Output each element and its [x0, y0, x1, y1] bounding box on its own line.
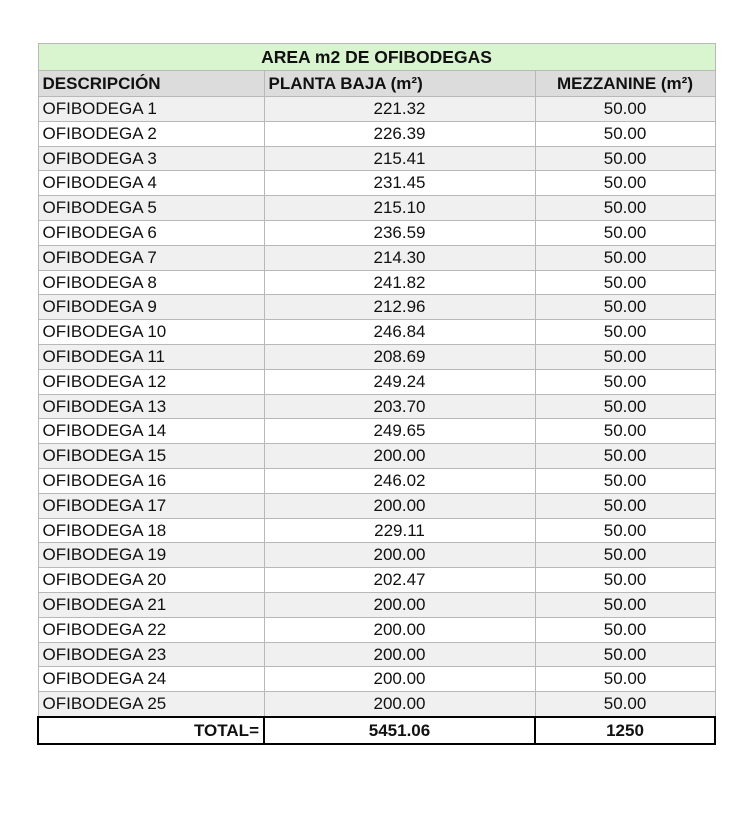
- cell-mezzanine: 50.00: [535, 270, 715, 295]
- cell-planta-baja: 229.11: [264, 518, 535, 543]
- cell-mezzanine: 50.00: [535, 592, 715, 617]
- cell-descripcion: OFIBODEGA 10: [38, 320, 264, 345]
- cell-planta-baja: 215.41: [264, 146, 535, 171]
- cell-planta-baja: 236.59: [264, 220, 535, 245]
- cell-descripcion: OFIBODEGA 23: [38, 642, 264, 667]
- table-row: [38, 369, 715, 394]
- cell-planta-baja: 215.10: [264, 196, 535, 221]
- cell-planta-baja: 200.00: [264, 642, 535, 667]
- cell-descripcion: OFIBODEGA 2: [38, 121, 264, 146]
- table-row: [38, 146, 715, 171]
- cell-mezzanine: 50.00: [535, 692, 715, 717]
- table-row: [38, 568, 715, 593]
- cell-descripcion: OFIBODEGA 25: [38, 692, 264, 717]
- table-row: [38, 121, 715, 146]
- cell-planta-baja: 203.70: [264, 394, 535, 419]
- cell-planta-baja: 208.69: [264, 344, 535, 369]
- cell-mezzanine: 50.00: [535, 419, 715, 444]
- cell-planta-baja: 221.32: [264, 97, 535, 122]
- table-row: [38, 543, 715, 568]
- cell-planta-baja: 246.84: [264, 320, 535, 345]
- total-label: TOTAL=: [38, 717, 264, 744]
- cell-planta-baja: 231.45: [264, 171, 535, 196]
- total-planta-baja: 5451.06: [264, 717, 535, 744]
- cell-descripcion: OFIBODEGA 13: [38, 394, 264, 419]
- cell-mezzanine: 50.00: [535, 444, 715, 469]
- table-header-row: [38, 71, 715, 97]
- cell-descripcion: OFIBODEGA 4: [38, 171, 264, 196]
- cell-descripcion: OFIBODEGA 6: [38, 220, 264, 245]
- cell-planta-baja: 200.00: [264, 667, 535, 692]
- cell-planta-baja: 200.00: [264, 493, 535, 518]
- table-row: [38, 592, 715, 617]
- header-descripcion: DESCRIPCIÓN: [38, 71, 264, 97]
- table-row: [38, 518, 715, 543]
- cell-descripcion: OFIBODEGA 22: [38, 617, 264, 642]
- cell-planta-baja: 200.00: [264, 617, 535, 642]
- cell-mezzanine: 50.00: [535, 97, 715, 122]
- cell-mezzanine: 50.00: [535, 518, 715, 543]
- area-table-sheet: [37, 43, 714, 745]
- cell-mezzanine: 50.00: [535, 543, 715, 568]
- table-body: [38, 97, 715, 717]
- cell-planta-baja: 226.39: [264, 121, 535, 146]
- cell-planta-baja: 200.00: [264, 543, 535, 568]
- cell-mezzanine: 50.00: [535, 295, 715, 320]
- cell-descripcion: OFIBODEGA 20: [38, 568, 264, 593]
- cell-descripcion: OFIBODEGA 8: [38, 270, 264, 295]
- table-row: [38, 295, 715, 320]
- table-row: [38, 617, 715, 642]
- cell-descripcion: OFIBODEGA 18: [38, 518, 264, 543]
- cell-descripcion: OFIBODEGA 11: [38, 344, 264, 369]
- table-title-row: [38, 44, 715, 71]
- table-row: [38, 220, 715, 245]
- cell-descripcion: OFIBODEGA 14: [38, 419, 264, 444]
- table-row: [38, 493, 715, 518]
- table-title: AREA m2 DE OFIBODEGAS: [38, 44, 715, 71]
- cell-planta-baja: 212.96: [264, 295, 535, 320]
- cell-descripcion: OFIBODEGA 3: [38, 146, 264, 171]
- cell-descripcion: OFIBODEGA 17: [38, 493, 264, 518]
- cell-descripcion: OFIBODEGA 16: [38, 468, 264, 493]
- cell-mezzanine: 50.00: [535, 245, 715, 270]
- cell-mezzanine: 50.00: [535, 394, 715, 419]
- cell-planta-baja: 249.24: [264, 369, 535, 394]
- header-mezzanine: MEZZANINE (m²): [535, 71, 715, 97]
- cell-descripcion: OFIBODEGA 9: [38, 295, 264, 320]
- cell-descripcion: OFIBODEGA 15: [38, 444, 264, 469]
- cell-mezzanine: 50.00: [535, 667, 715, 692]
- cell-planta-baja: 200.00: [264, 444, 535, 469]
- table-row: [38, 444, 715, 469]
- cell-mezzanine: 50.00: [535, 344, 715, 369]
- cell-mezzanine: 50.00: [535, 196, 715, 221]
- table-row: [38, 97, 715, 122]
- cell-mezzanine: 50.00: [535, 121, 715, 146]
- table-row: [38, 344, 715, 369]
- area-table: [37, 43, 716, 745]
- table-row: [38, 642, 715, 667]
- cell-mezzanine: 50.00: [535, 617, 715, 642]
- table-row: [38, 667, 715, 692]
- table-row: [38, 692, 715, 717]
- cell-descripcion: OFIBODEGA 24: [38, 667, 264, 692]
- table-row: [38, 171, 715, 196]
- cell-mezzanine: 50.00: [535, 220, 715, 245]
- cell-descripcion: OFIBODEGA 1: [38, 97, 264, 122]
- cell-planta-baja: 249.65: [264, 419, 535, 444]
- cell-planta-baja: 202.47: [264, 568, 535, 593]
- cell-mezzanine: 50.00: [535, 493, 715, 518]
- cell-planta-baja: 200.00: [264, 692, 535, 717]
- cell-planta-baja: 200.00: [264, 592, 535, 617]
- cell-descripcion: OFIBODEGA 21: [38, 592, 264, 617]
- cell-mezzanine: 50.00: [535, 320, 715, 345]
- cell-mezzanine: 50.00: [535, 146, 715, 171]
- header-planta-baja: PLANTA BAJA (m²): [264, 71, 535, 97]
- cell-mezzanine: 50.00: [535, 468, 715, 493]
- cell-descripcion: OFIBODEGA 7: [38, 245, 264, 270]
- cell-planta-baja: 246.02: [264, 468, 535, 493]
- cell-planta-baja: 214.30: [264, 245, 535, 270]
- cell-descripcion: OFIBODEGA 19: [38, 543, 264, 568]
- total-mezzanine: 1250: [535, 717, 715, 744]
- cell-mezzanine: 50.00: [535, 568, 715, 593]
- table-row: [38, 245, 715, 270]
- cell-planta-baja: 241.82: [264, 270, 535, 295]
- total-row: [38, 717, 715, 744]
- table-row: [38, 196, 715, 221]
- cell-mezzanine: 50.00: [535, 171, 715, 196]
- cell-mezzanine: 50.00: [535, 642, 715, 667]
- cell-mezzanine: 50.00: [535, 369, 715, 394]
- cell-descripcion: OFIBODEGA 12: [38, 369, 264, 394]
- table-row: [38, 468, 715, 493]
- table-row: [38, 419, 715, 444]
- table-row: [38, 320, 715, 345]
- cell-descripcion: OFIBODEGA 5: [38, 196, 264, 221]
- table-row: [38, 270, 715, 295]
- table-row: [38, 394, 715, 419]
